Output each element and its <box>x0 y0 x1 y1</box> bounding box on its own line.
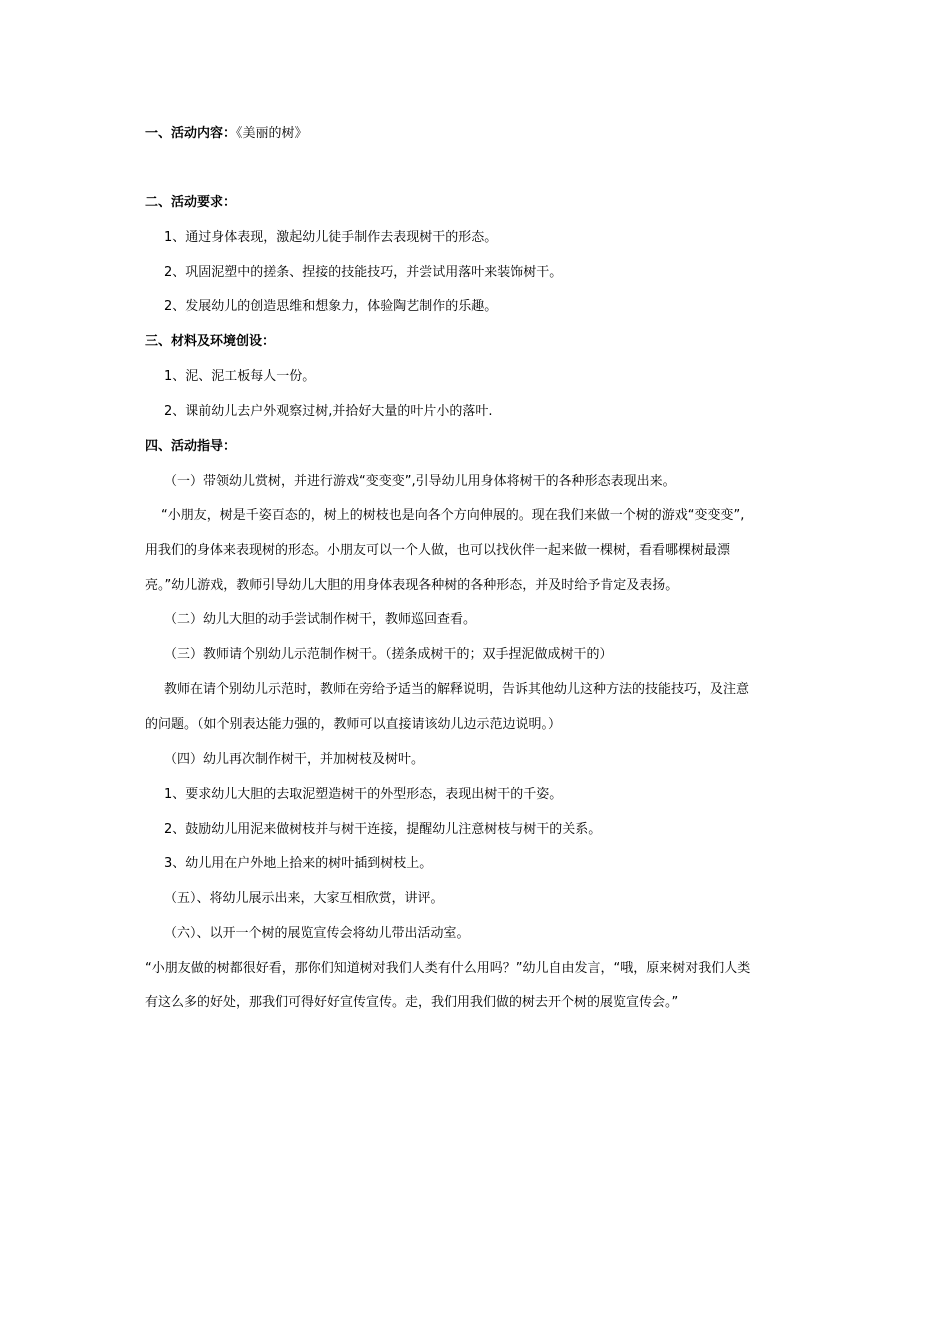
guide-step-4: （四）幼儿再次制作树干，并加树枝及树叶。 <box>164 752 425 767</box>
guide-paragraph-line: 教师在请个别幼儿示范时，教师在旁给予适当的解释说明，告诉其他幼儿这种方法的技能技巧，及注意 <box>164 682 750 697</box>
guide-step-6: （六）、以开一个树的展览宣传会将幼儿带出活动室。 <box>164 926 470 941</box>
requirement-item: 2、发展幼儿的创造思维和想象力，体验陶艺制作的乐趣。 <box>164 299 498 314</box>
guide-paragraph-line: 有这么多的好处，那我们可得好好宣传宣传。走，我们用我们做的树去开个树的展览宣传会。” <box>145 995 679 1010</box>
activity-title: 《美丽的树》 <box>236 126 308 141</box>
guide-step-1: （一）带领幼儿赏树，并进行游戏“变变变”,引导幼儿用身体将树干的各种形态表现出来。 <box>164 474 676 489</box>
guide-paragraph-line: “小朋友，树是千姿百态的，树上的树枝也是向各个方向伸展的。现在我们来做一个树的游戏“变变变”, <box>161 508 745 523</box>
guide-step-5: （五）、将幼儿展示出来，大家互相欣赏，讲评。 <box>164 891 444 906</box>
material-item: 1、泥、泥工板每人一份。 <box>164 369 316 384</box>
guide-sub-item: 3、幼儿用在户外地上拾来的树叶插到树枝上。 <box>164 856 433 871</box>
guide-paragraph-line: 的问题。（如个别表达能力强的，教师可以直接请该幼儿边示范边说明。） <box>145 717 562 732</box>
guide-paragraph-line: 用我们的身体来表现树的形态。小朋友可以一个人做，也可以找伙伴一起来做一棵树，看看哪棵树最漂 <box>145 543 731 558</box>
section1-heading-label: 一、活动内容： <box>145 126 237 141</box>
material-item: 2、课前幼儿去户外观察过树,并拾好大量的叶片小的落叶. <box>164 404 493 419</box>
section2-heading: 二、活动要求： <box>145 195 237 210</box>
guide-paragraph-line: “小朋友做的树都很好看，那你们知道树对我们人类有什么用吗？”幼儿自由发言，“哦，原来树对我们人类 <box>145 961 751 976</box>
guide-step-3: （三）教师请个别幼儿示范制作树干。（搓条成树干的；双手捏泥做成树干的） <box>164 647 613 662</box>
section4-heading: 四、活动指导： <box>145 439 237 454</box>
section1-heading <box>145 124 825 144</box>
guide-sub-item: 2、鼓励幼儿用泥来做树枝并与树干连接，提醒幼儿注意树枝与树干的关系。 <box>164 822 602 837</box>
guide-paragraph-line: 亮。”幼儿游戏，教师引导幼儿大胆的用身体表现各种树的各种形态，并及时给予肯定及表扬。 <box>145 578 679 593</box>
guide-step-2: （二）幼儿大胆的动手尝试制作树干，教师巡回查看。 <box>164 612 477 627</box>
guide-sub-item: 1、要求幼儿大胆的去取泥塑造树干的外型形态，表现出树干的千姿。 <box>164 787 563 802</box>
requirement-item: 1、通过身体表现，激起幼儿徒手制作去表现树干的形态。 <box>164 230 498 245</box>
section3-heading: 三、材料及环境创设： <box>145 334 276 349</box>
requirement-item: 2、巩固泥塑中的搓条、捏接的技能技巧，并尝试用落叶来装饰树干。 <box>164 265 563 280</box>
